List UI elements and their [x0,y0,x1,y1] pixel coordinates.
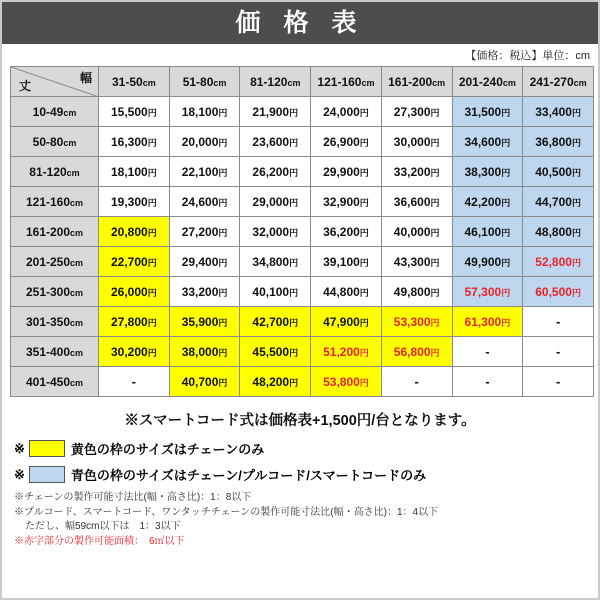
price-unit-0-5: 円 [501,107,511,118]
price-cell-1-3 [311,127,382,157]
price-cell-5-5 [452,247,523,277]
price-value-6-2: 40,100 [252,284,290,299]
price-value-5-4: 43,300 [393,254,431,269]
price-value-8-5: - [485,344,490,359]
row-header-range-7: 301-350 [25,314,71,329]
row-header-6 [11,277,99,307]
table-row [11,277,594,307]
price-cell-2-1 [169,157,240,187]
price-unit-9-2: 円 [289,377,299,388]
price-cell-0-5 [452,97,523,127]
price-value-7-3: 47,900 [323,314,360,329]
price-cell-7-2 [240,307,311,337]
row-header-unit-1: cm [63,137,77,148]
row-header-range-6: 251-300 [25,284,71,299]
row-header-2 [11,157,99,187]
price-value-0-0: 15,500 [110,104,148,119]
price-cell-4-0 [99,217,170,247]
column-header-unit-2: cm [287,77,301,88]
price-unit-1-2: 円 [289,137,299,148]
price-value-1-2: 23,600 [252,134,290,149]
row-header-unit-3: cm [70,197,84,208]
price-cell-3-4 [381,187,452,217]
price-cell-0-3 [311,97,382,127]
price-value-1-0: 16,300 [110,134,148,149]
price-unit-3-5: 円 [501,197,511,208]
column-header-unit-5: cm [502,77,516,88]
price-unit-9-3: 円 [359,377,369,388]
row-header-range-0: 10-49 [32,104,64,119]
price-value-1-1: 20,000 [181,134,219,149]
price-table-body [11,97,594,397]
price-value-9-5: - [485,374,490,389]
legend-yellow-text: 黄色の枠のサイズはチェーンのみ [70,442,265,457]
price-cell-9-5 [452,367,523,397]
row-header-range-5: 201-250 [25,254,71,269]
price-unit-6-2: 円 [289,287,299,298]
column-header-range-6: 241-270 [529,74,574,89]
price-cell-4-2 [240,217,311,247]
row-header-range-9: 401-450 [25,374,71,389]
price-cell-0-1 [169,97,240,127]
price-unit-2-1: 円 [218,167,228,178]
price-cell-7-5 [452,307,523,337]
column-header-unit-4: cm [432,77,446,88]
column-header-range-2: 81-120 [250,74,288,89]
row-header-unit-8: cm [70,347,84,358]
row-header-range-8: 351-400 [25,344,71,359]
price-value-0-5: 31,500 [464,104,502,119]
price-value-4-3: 36,200 [323,224,360,239]
price-value-6-1: 33,200 [181,284,219,299]
price-unit-0-3: 円 [359,107,369,118]
price-cell-9-4 [381,367,452,397]
price-unit-2-2: 円 [289,167,299,178]
row-header-unit-7: cm [70,317,84,328]
price-value-3-3: 32,900 [323,194,360,209]
column-header-unit-0: cm [142,77,156,88]
price-table-wrap [2,66,598,397]
table-row [11,157,594,187]
price-unit-2-4: 円 [430,167,440,178]
price-cell-0-4 [381,97,452,127]
table-row [11,247,594,277]
price-cell-7-4 [381,307,452,337]
price-value-5-1: 29,400 [181,254,219,269]
price-cell-2-5 [452,157,523,187]
price-unit-1-1: 円 [218,137,228,148]
price-unit-8-2: 円 [289,347,299,358]
price-unit-6-3: 円 [359,287,369,298]
price-table [10,66,594,397]
price-cell-5-3 [311,247,382,277]
price-cell-1-4 [381,127,452,157]
price-unit-1-6: 円 [571,137,581,148]
price-value-7-0: 27,800 [110,314,148,329]
price-cell-4-5 [452,217,523,247]
price-value-8-0: 30,200 [110,344,148,359]
price-cell-6-1 [169,277,240,307]
price-value-5-6: 52,800 [535,254,572,269]
price-cell-0-0 [99,97,170,127]
title-bar [2,2,598,44]
price-value-6-4: 49,800 [393,284,431,299]
row-header-unit-5: cm [70,257,84,268]
price-value-2-0: 18,100 [110,164,148,179]
price-unit-5-0: 円 [147,257,157,268]
price-value-7-1: 35,900 [181,314,219,329]
price-unit-1-4: 円 [430,137,440,148]
row-header-unit-0: cm [63,107,77,118]
row-header-range-2: 81-120 [29,164,67,179]
price-cell-6-4 [381,277,452,307]
price-unit-0-1: 円 [218,107,228,118]
price-value-9-3: 53,800 [323,374,360,389]
price-cell-1-1 [169,127,240,157]
price-value-3-1: 24,600 [181,194,219,209]
price-cell-4-3 [311,217,382,247]
price-unit-2-0: 円 [147,167,157,178]
price-unit-6-0: 円 [147,287,157,298]
price-value-1-6: 36,800 [535,134,572,149]
price-unit-4-3: 円 [359,227,369,238]
yellow-swatch-icon [29,440,65,457]
row-header-range-3: 121-160 [25,194,71,209]
price-cell-1-2 [240,127,311,157]
footer-notes [2,397,598,549]
column-header-1 [169,67,240,97]
row-header-5 [11,247,99,277]
unit-note-row [2,44,598,66]
price-cell-7-6 [523,307,594,337]
column-header-range-4: 161-200 [388,74,433,89]
price-value-8-3: 51,200 [323,344,360,359]
price-unit-7-2: 円 [289,317,299,328]
price-unit-7-0: 円 [147,317,157,328]
price-value-0-6: 33,400 [535,104,572,119]
table-row [11,97,594,127]
price-value-1-5: 34,600 [464,134,502,149]
price-value-3-5: 42,200 [464,194,502,209]
price-value-8-6: - [555,344,561,359]
price-value-6-5: 57,300 [464,284,502,299]
price-value-2-4: 33,200 [393,164,431,179]
small-note-0: ※チェーンの製作可能寸法比(幅・高さ比)：1：8以下 [14,492,252,503]
price-cell-8-5 [452,337,523,367]
price-cell-8-6 [523,337,594,367]
price-value-0-2: 21,900 [252,104,290,119]
price-unit-2-5: 円 [501,167,511,178]
price-cell-4-1 [169,217,240,247]
column-header-0 [99,67,170,97]
price-value-1-3: 26,900 [323,134,360,149]
row-header-4 [11,217,99,247]
price-cell-7-0 [99,307,170,337]
row-header-3 [11,187,99,217]
row-header-7 [11,307,99,337]
price-cell-8-3 [311,337,382,367]
price-unit-7-5: 円 [501,317,511,328]
price-unit-6-5: 円 [501,287,511,298]
price-unit-1-0: 円 [147,137,157,148]
price-cell-2-0 [99,157,170,187]
price-cell-9-1 [169,367,240,397]
price-unit-5-5: 円 [501,257,511,268]
price-unit-4-2: 円 [289,227,299,238]
column-header-3 [311,67,382,97]
price-cell-5-0 [99,247,170,277]
price-unit-6-4: 円 [430,287,440,298]
column-header-unit-6: cm [573,77,587,88]
price-cell-1-0 [99,127,170,157]
price-value-4-4: 40,000 [393,224,431,239]
price-value-1-4: 30,000 [393,134,431,149]
column-header-6 [523,67,594,97]
price-cell-4-4 [381,217,452,247]
price-cell-3-0 [99,187,170,217]
price-unit-3-2: 円 [289,197,299,208]
row-header-9 [11,367,99,397]
corner-column-label: 幅 [79,71,92,85]
row-header-unit-2: cm [66,167,80,178]
column-header-range-3: 121-160 [317,74,362,89]
legend-yellow-row [14,439,588,458]
row-header-range-1: 50-80 [32,134,64,149]
table-row [11,337,594,367]
price-cell-3-1 [169,187,240,217]
row-header-0 [11,97,99,127]
price-cell-2-6 [523,157,594,187]
price-unit-3-6: 円 [571,197,581,208]
price-value-9-2: 48,200 [252,374,290,389]
price-cell-2-2 [240,157,311,187]
price-value-4-5: 46,100 [464,224,502,239]
corner-row-label: 丈 [19,79,32,93]
price-cell-0-6 [523,97,594,127]
price-cell-9-6 [523,367,594,397]
price-unit-8-4: 円 [430,347,440,358]
price-unit-5-3: 円 [359,257,369,268]
price-unit-7-3: 円 [359,317,369,328]
small-note-3: ※赤字部分の製作可能面積： 6㎡以下 [14,535,185,547]
price-cell-6-0 [99,277,170,307]
column-header-unit-1: cm [213,77,227,88]
price-unit-3-0: 円 [147,197,157,208]
price-unit-4-4: 円 [430,227,440,238]
price-value-2-5: 38,300 [464,164,502,179]
table-corner-cell [11,67,99,97]
price-cell-2-4 [381,157,452,187]
price-value-9-0: - [131,374,137,389]
price-unit-0-4: 円 [430,107,440,118]
column-header-range-1: 51-80 [182,74,214,89]
table-row [11,367,594,397]
price-value-3-2: 29,000 [252,194,290,209]
legend-blue-row [14,465,588,484]
price-cell-7-3 [311,307,382,337]
price-value-5-5: 49,900 [464,254,502,269]
price-unit-9-1: 円 [218,377,228,388]
price-unit-8-3: 円 [359,347,369,358]
price-value-3-4: 36,600 [393,194,431,209]
price-unit-7-1: 円 [218,317,228,328]
price-cell-1-5 [452,127,523,157]
price-value-9-1: 40,700 [181,374,219,389]
price-unit-5-4: 円 [430,257,440,268]
column-header-2 [240,67,311,97]
table-row [11,217,594,247]
price-value-6-3: 44,800 [323,284,360,299]
price-value-4-1: 27,200 [181,224,219,239]
price-unit-4-6: 円 [571,227,581,238]
price-value-2-6: 40,500 [535,164,572,179]
price-unit-2-6: 円 [571,167,581,178]
price-unit-8-0: 円 [147,347,157,358]
price-value-3-0: 19,300 [110,194,148,209]
table-row [11,127,594,157]
price-value-4-2: 32,000 [252,224,290,239]
price-value-8-1: 38,000 [181,344,219,359]
small-notes [12,491,588,549]
price-unit-0-0: 円 [147,107,157,118]
price-unit-8-1: 円 [218,347,228,358]
price-unit-5-1: 円 [218,257,228,268]
price-cell-3-5 [452,187,523,217]
table-header-row [11,67,594,97]
price-value-7-6: - [555,314,561,329]
column-header-5 [452,67,523,97]
price-unit-0-6: 円 [571,107,581,118]
price-value-2-3: 29,900 [323,164,360,179]
price-unit-6-1: 円 [218,287,228,298]
page-title: 価 格 表 [235,8,365,37]
price-unit-1-3: 円 [359,137,369,148]
unit-note: 【価格：税込】単位：cm [465,50,590,62]
price-value-6-0: 26,000 [110,284,148,299]
price-unit-2-3: 円 [359,167,369,178]
price-value-3-6: 44,700 [535,194,572,209]
column-header-unit-3: cm [361,77,375,88]
price-value-6-6: 60,500 [535,284,572,299]
table-row [11,187,594,217]
price-cell-6-6 [523,277,594,307]
price-cell-8-4 [381,337,452,367]
price-cell-5-6 [523,247,594,277]
price-cell-9-2 [240,367,311,397]
note-smart-code: ※スマートコード式は価格表+1,500円/台となります。 [124,413,476,429]
price-cell-0-2 [240,97,311,127]
price-cell-5-4 [381,247,452,277]
price-unit-6-6: 円 [571,287,581,298]
price-cell-6-5 [452,277,523,307]
column-header-4 [381,67,452,97]
note-mark-icon: ※ [14,440,25,456]
price-cell-8-0 [99,337,170,367]
row-header-1 [11,127,99,157]
price-unit-1-5: 円 [501,137,511,148]
note-mark-icon: ※ [14,466,25,482]
price-unit-5-6: 円 [571,257,581,268]
blue-swatch-icon [29,466,65,483]
legend-blue-text: 青色の枠のサイズはチェーン/プルコード/スマートコードのみ [70,468,427,483]
row-header-unit-9: cm [70,377,84,388]
price-value-4-0: 20,800 [110,224,148,239]
price-cell-3-6 [523,187,594,217]
price-unit-3-4: 円 [430,197,440,208]
price-unit-4-1: 円 [218,227,228,238]
price-value-0-1: 18,100 [181,104,219,119]
price-cell-6-2 [240,277,311,307]
price-unit-0-2: 円 [289,107,299,118]
price-cell-6-3 [311,277,382,307]
price-value-5-2: 34,800 [252,254,290,269]
price-value-2-2: 26,200 [252,164,290,179]
price-value-8-2: 45,500 [252,344,290,359]
price-value-5-0: 22,700 [110,254,148,269]
row-header-unit-6: cm [70,287,84,298]
price-cell-5-1 [169,247,240,277]
price-value-8-4: 56,800 [393,344,431,359]
column-header-range-5: 201-240 [458,74,503,89]
price-unit-7-4: 円 [430,317,440,328]
price-unit-3-3: 円 [359,197,369,208]
price-cell-4-6 [523,217,594,247]
price-cell-7-1 [169,307,240,337]
price-value-5-3: 39,100 [323,254,360,269]
price-cell-9-0 [99,367,170,397]
price-unit-4-5: 円 [501,227,511,238]
price-cell-2-3 [311,157,382,187]
price-cell-1-6 [523,127,594,157]
price-value-0-4: 27,300 [393,104,431,119]
price-value-4-6: 48,800 [535,224,572,239]
price-cell-5-2 [240,247,311,277]
price-unit-3-1: 円 [218,197,228,208]
price-value-9-6: - [555,374,561,389]
price-value-7-5: 61,300 [464,314,502,329]
small-note-1: ※プルコード、スマートコード、ワンタッチチェーンの製作可能寸法比(幅・高さ比)：1：4以下 [14,506,439,518]
price-unit-4-0: 円 [147,227,157,238]
table-row [11,307,594,337]
row-header-unit-4: cm [70,227,84,238]
price-cell-9-3 [311,367,382,397]
small-note-2: ただし、幅59cm以下は 1：3以下 [25,521,181,532]
price-cell-3-3 [311,187,382,217]
row-header-range-4: 161-200 [25,224,71,239]
price-value-9-4: - [414,374,419,389]
row-header-8 [11,337,99,367]
price-cell-3-2 [240,187,311,217]
price-value-7-2: 42,700 [252,314,290,329]
price-unit-5-2: 円 [289,257,299,268]
column-header-range-0: 31-50 [111,74,143,89]
price-cell-8-1 [169,337,240,367]
price-value-0-3: 24,000 [323,104,360,119]
price-value-7-4: 53,300 [393,314,431,329]
price-value-2-1: 22,100 [181,164,219,179]
price-cell-8-2 [240,337,311,367]
